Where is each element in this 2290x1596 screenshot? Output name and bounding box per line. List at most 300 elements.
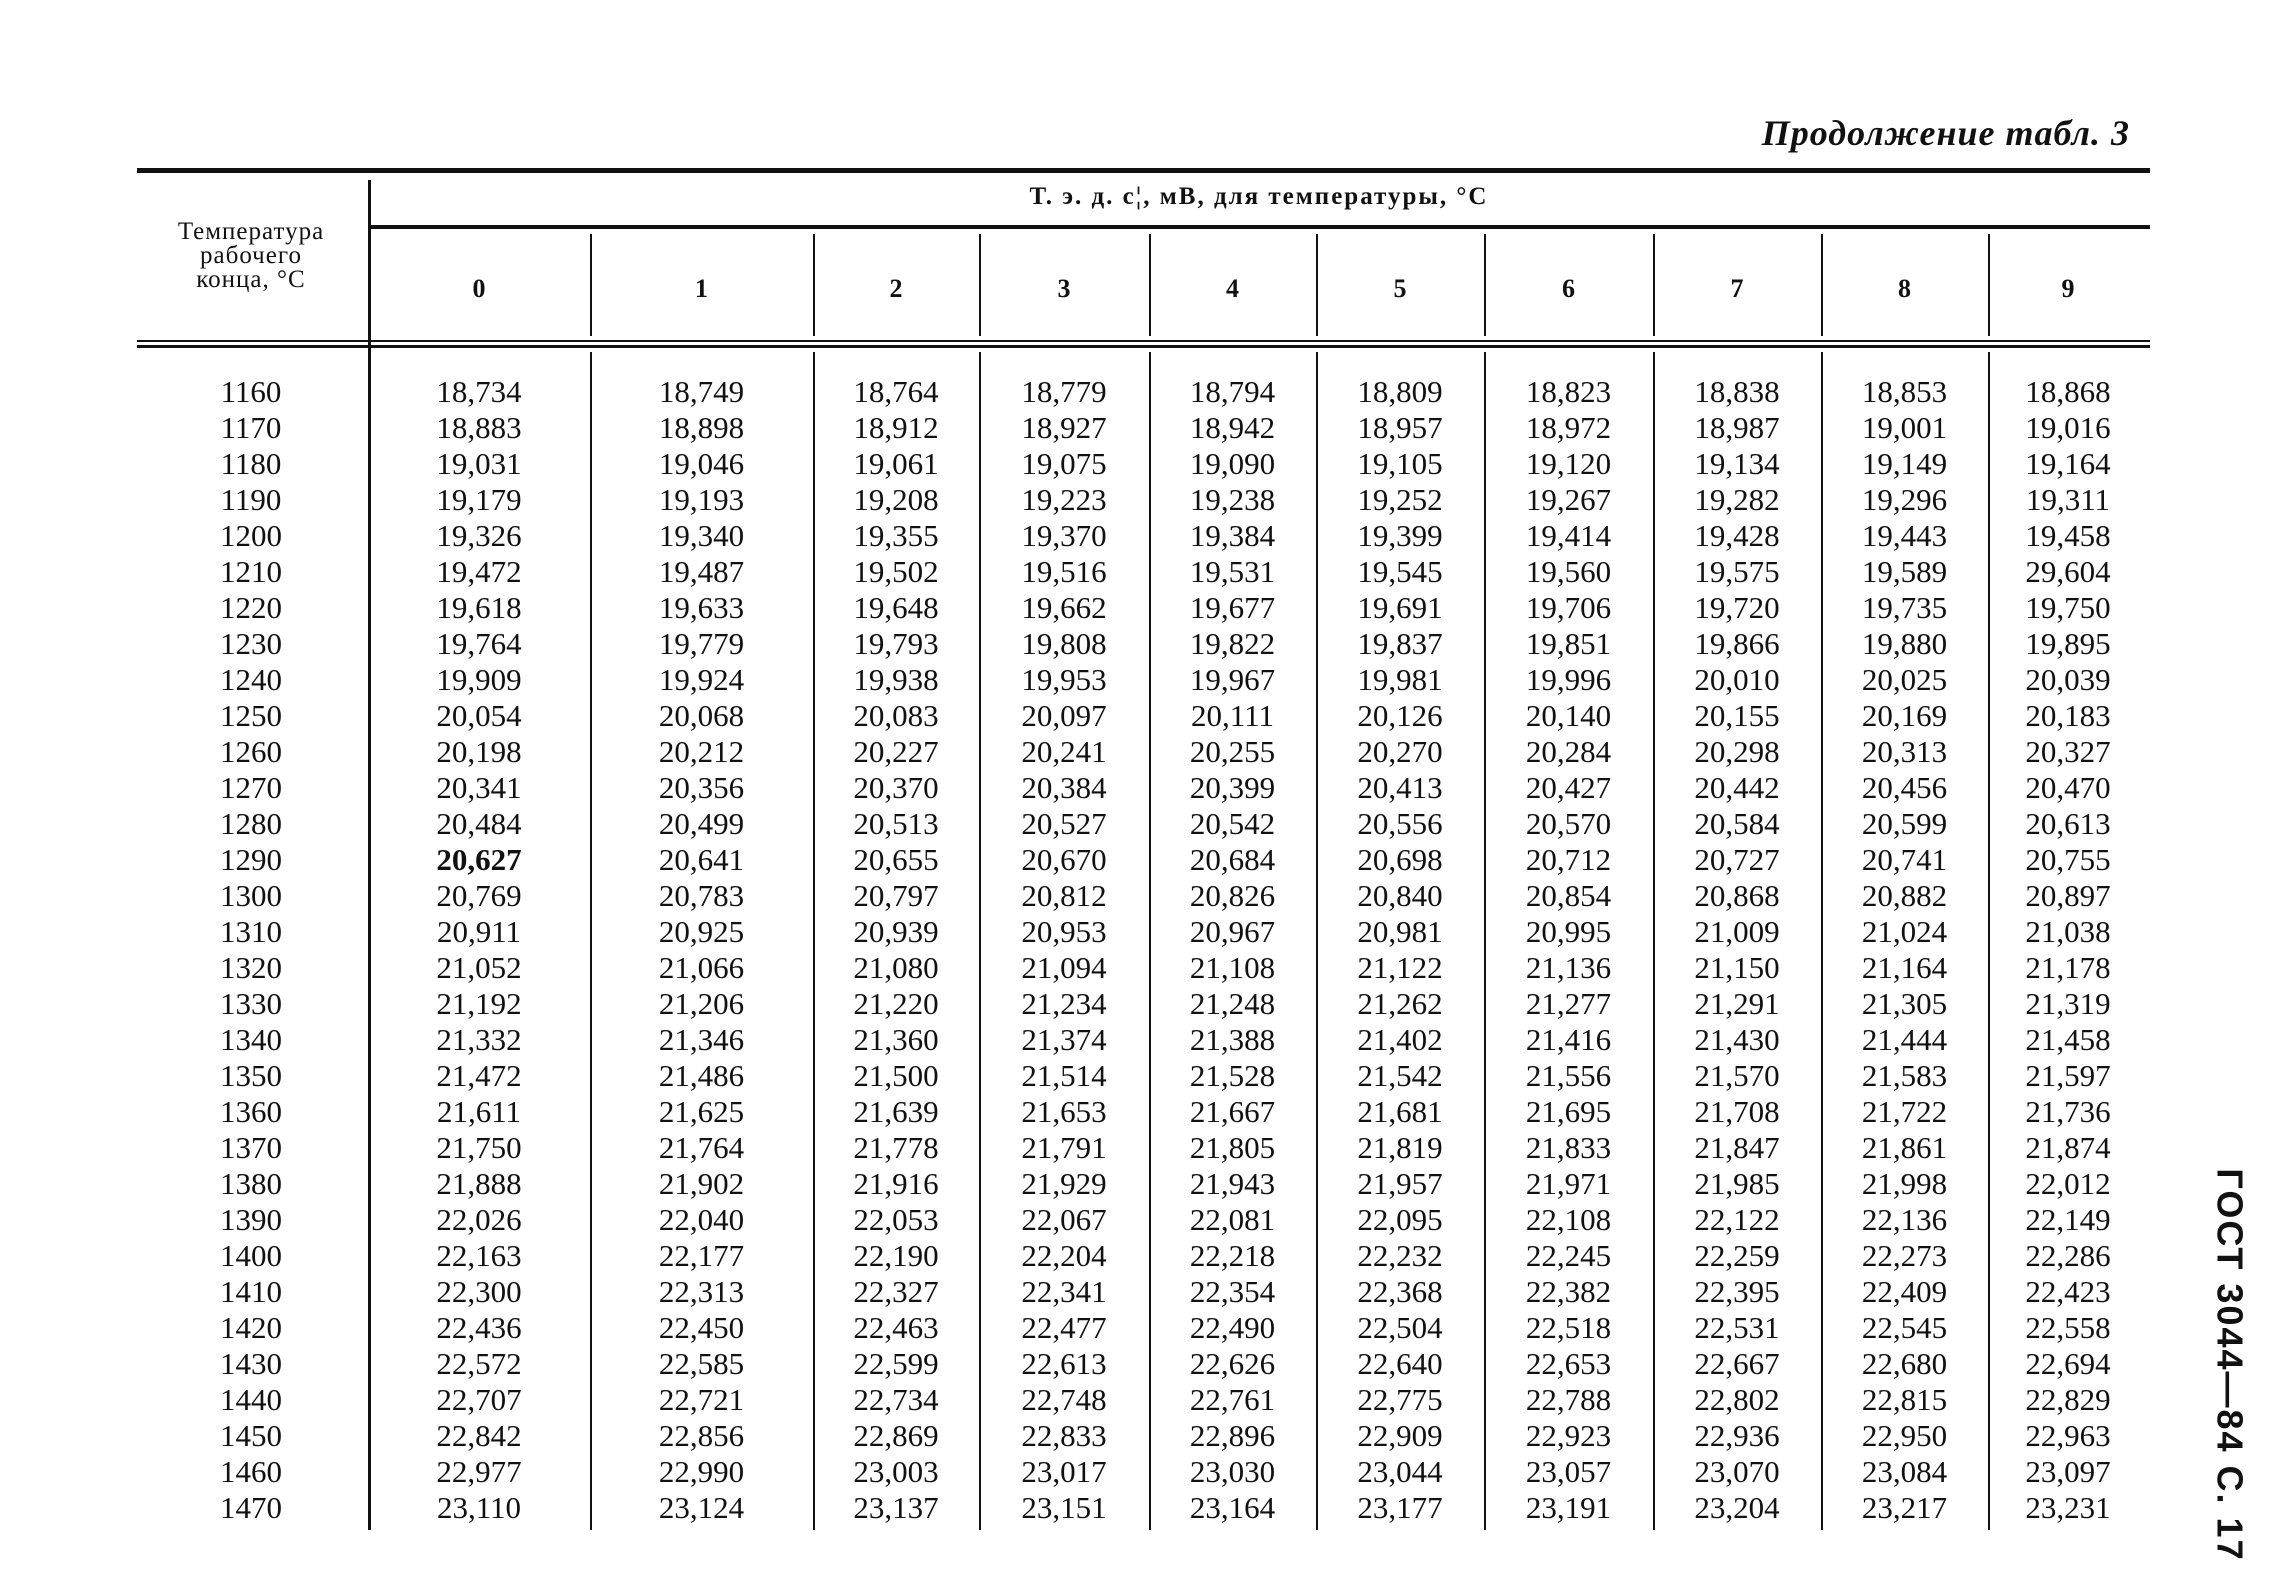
span-header: Т. э. д. с¦, мВ, для температуры, °C [1029, 183, 1489, 210]
table-cell: 19,134 [1694, 446, 1780, 481]
table-cell: 22,990 [658, 1454, 745, 1489]
table-cell: 18,838 [1694, 374, 1780, 409]
row-temperature: 1320 [220, 950, 282, 985]
table-cell: 21,667 [1189, 1094, 1276, 1129]
table-cell: 23,177 [1357, 1490, 1443, 1525]
table-cell: 19,001 [1861, 410, 1948, 445]
row-temperature: 1230 [220, 626, 282, 661]
table-cell: 18,764 [853, 374, 939, 409]
table-cell: 21,150 [1694, 950, 1780, 985]
table-cell: 21,444 [1861, 1022, 1948, 1057]
table-cell: 21,819 [1357, 1130, 1443, 1165]
table-cell: 20,484 [436, 806, 522, 841]
table-cell: 22,012 [2025, 1166, 2111, 1201]
table-cell: 22,136 [1861, 1202, 1948, 1237]
table-cell: 19,531 [1189, 554, 1276, 589]
row-temperature: 1410 [220, 1274, 282, 1309]
table-cell: 20,384 [1021, 770, 1107, 805]
table-cell: 21,332 [436, 1022, 522, 1057]
table-cell: 21,957 [1357, 1166, 1443, 1201]
table-cell: 21,319 [2025, 986, 2111, 1021]
table-cell: 29,604 [2025, 554, 2111, 589]
table-cell: 19,924 [658, 662, 745, 697]
table-cell: 21,874 [2025, 1130, 2111, 1165]
table-cell: 20,298 [1694, 734, 1780, 769]
table-cell: 21,009 [1694, 914, 1780, 949]
row-temperature: 1180 [220, 446, 282, 481]
table-cell: 22,040 [658, 1202, 745, 1237]
row-temperature: 1210 [220, 554, 282, 589]
table-cell: 22,450 [658, 1310, 745, 1345]
row-temperature: 1310 [220, 914, 282, 949]
table-cell: 22,368 [1357, 1274, 1443, 1309]
row-header-line-1: Температура [177, 218, 325, 245]
table-cell: 23,003 [853, 1454, 939, 1489]
table-cell: 19,223 [1021, 482, 1107, 517]
row-header-line-3: конца, °C [196, 266, 306, 293]
table-cell: 21,943 [1189, 1166, 1276, 1201]
column-header-9: 9 [2061, 274, 2075, 303]
table-cell: 20,356 [658, 770, 745, 805]
table-cell: 19,370 [1021, 518, 1107, 553]
table-cell: 19,938 [853, 662, 939, 697]
table-cell: 19,384 [1189, 518, 1276, 553]
table-cell: 22,558 [2025, 1310, 2111, 1345]
table-cell: 19,545 [1357, 554, 1443, 589]
table-cell: 19,677 [1189, 590, 1276, 625]
header-bottom-rule-1 [137, 340, 2150, 342]
table-cell: 22,531 [1694, 1310, 1780, 1345]
table-cell: 22,802 [1694, 1382, 1780, 1417]
table-cell: 22,436 [436, 1310, 522, 1345]
table-cell: 19,340 [658, 518, 745, 553]
table-cell: 21,038 [2025, 914, 2111, 949]
table-cell: 20,054 [436, 698, 522, 733]
row-temperature: 1470 [220, 1490, 282, 1525]
table-cell: 20,925 [658, 914, 745, 949]
table-cell: 23,070 [1694, 1454, 1780, 1489]
table-cell: 23,164 [1189, 1490, 1276, 1525]
table-cell: 20,456 [1861, 770, 1948, 805]
column-header-4: 4 [1226, 274, 1239, 303]
row-temperature: 1220 [220, 590, 282, 625]
table-cell: 19,238 [1189, 482, 1276, 517]
table-cell: 19,046 [658, 446, 745, 481]
table-cell: 21,402 [1357, 1022, 1443, 1057]
row-temperature: 1360 [220, 1094, 282, 1129]
table-cell: 22,409 [1861, 1274, 1948, 1309]
table-cell: 22,518 [1525, 1310, 1612, 1345]
table-cell: 22,923 [1525, 1418, 1612, 1453]
table-cell: 21,971 [1525, 1166, 1612, 1201]
table-cell: 19,311 [2025, 482, 2111, 517]
table-cell: 19,075 [1021, 446, 1107, 481]
table-cell: 21,695 [1525, 1094, 1612, 1129]
table-cell: 22,053 [853, 1202, 939, 1237]
table-cell: 21,778 [853, 1130, 939, 1165]
row-temperature: 1430 [220, 1346, 282, 1381]
table-cell: 20,542 [1189, 806, 1276, 841]
column-header-8: 8 [1898, 274, 1911, 303]
table-cell: 22,067 [1021, 1202, 1107, 1237]
table-cell: 22,490 [1189, 1310, 1276, 1345]
table-cell: 20,068 [658, 698, 745, 733]
table-cell: 19,895 [2025, 626, 2111, 661]
table-cell: 19,837 [1357, 626, 1443, 661]
table-cell: 21,374 [1021, 1022, 1107, 1057]
table-cell: 21,262 [1357, 986, 1443, 1021]
table-cell: 20,025 [1861, 662, 1948, 697]
table-cell: 20,755 [2025, 842, 2111, 877]
table-cell: 21,916 [853, 1166, 939, 1201]
table-cell: 19,149 [1861, 446, 1948, 481]
table-cell: 19,502 [853, 554, 939, 589]
column-header-7: 7 [1730, 274, 1744, 303]
table-cell: 21,708 [1694, 1094, 1780, 1129]
table-cell: 22,761 [1189, 1382, 1276, 1417]
table-cell: 23,231 [2025, 1490, 2111, 1525]
table-cell: 20,911 [436, 914, 522, 949]
table-cell: 23,124 [658, 1490, 745, 1525]
table-cell: 21,597 [2025, 1058, 2111, 1093]
table-cell: 18,868 [2025, 374, 2111, 409]
table-cell: 19,105 [1357, 446, 1443, 481]
table-cell: 19,326 [436, 518, 522, 553]
row-temperature: 1340 [220, 1022, 282, 1057]
table-cell: 21,277 [1525, 986, 1612, 1021]
table-cell: 19,193 [658, 482, 745, 517]
table-cell: 22,585 [658, 1346, 745, 1381]
table-cell: 21,136 [1525, 950, 1612, 985]
table-cell: 21,024 [1861, 914, 1948, 949]
row-temperature: 1460 [220, 1454, 282, 1489]
table-cell: 18,912 [853, 410, 939, 445]
table-cell: 22,640 [1357, 1346, 1443, 1381]
table-cell: 22,599 [853, 1346, 939, 1381]
table-cell: 21,653 [1021, 1094, 1107, 1129]
table-cell: 21,528 [1189, 1058, 1276, 1093]
table-cell: 18,972 [1525, 410, 1612, 445]
gost-page-label [2200, 1168, 2260, 1562]
table-cell: 20,995 [1525, 914, 1612, 949]
table-cell: 22,382 [1525, 1274, 1612, 1309]
table-cell: 22,286 [2025, 1238, 2111, 1273]
table-cell: 23,137 [853, 1490, 939, 1525]
table-cell: 22,707 [436, 1382, 522, 1417]
table-cell: 19,808 [1021, 626, 1107, 661]
table-cell: 19,779 [658, 626, 745, 661]
table-cell: 18,883 [436, 410, 522, 445]
table-cell: 19,750 [2025, 590, 2111, 625]
table-cell: 22,122 [1694, 1202, 1780, 1237]
table-cell: 20,499 [658, 806, 745, 841]
table-cell: 20,698 [1357, 842, 1443, 877]
table-cell: 19,443 [1861, 518, 1948, 553]
table-cell: 22,259 [1694, 1238, 1780, 1273]
table-cell: 19,953 [1021, 662, 1107, 697]
table-cell: 20,684 [1189, 842, 1276, 877]
table-cell: 23,030 [1189, 1454, 1276, 1489]
table-cell: 21,416 [1525, 1022, 1612, 1057]
table-cell: 20,712 [1525, 842, 1612, 877]
table-cell: 19,179 [436, 482, 522, 517]
table-cell: 21,542 [1357, 1058, 1443, 1093]
table-cell: 20,010 [1694, 662, 1780, 697]
table-cell: 20,783 [658, 878, 745, 913]
table-cell: 22,081 [1189, 1202, 1276, 1237]
table-cell: 19,016 [2025, 410, 2111, 445]
table-cell: 18,898 [658, 410, 745, 445]
table-cell: 18,809 [1357, 374, 1443, 409]
column-header-6: 6 [1562, 274, 1575, 303]
table-cell: 20,212 [658, 734, 745, 769]
table-cell: 23,017 [1021, 1454, 1107, 1489]
table-cell: 20,370 [853, 770, 939, 805]
column-header-3: 3 [1057, 274, 1071, 303]
table-cell: 19,061 [853, 446, 939, 481]
table-cell: 19,662 [1021, 590, 1107, 625]
row-temperature: 1350 [220, 1058, 282, 1093]
table-cell: 21,052 [436, 950, 522, 985]
table-cell: 18,853 [1861, 374, 1948, 409]
table-cell: 20,270 [1357, 734, 1443, 769]
table-cell: 22,313 [658, 1274, 745, 1309]
table-cell: 20,227 [853, 734, 939, 769]
table-cell: 19,120 [1525, 446, 1612, 481]
row-temperature: 1270 [220, 770, 282, 805]
table-cell: 19,031 [436, 446, 522, 481]
table-cell: 22,245 [1525, 1238, 1612, 1273]
row-temperature: 1290 [220, 842, 282, 877]
table-cell: 20,897 [2025, 878, 2111, 913]
row-temperature: 1420 [220, 1310, 282, 1345]
table-cell: 23,044 [1357, 1454, 1443, 1489]
table-cell: 22,694 [2025, 1346, 2111, 1381]
table-cell: 22,653 [1525, 1346, 1612, 1381]
table-cell: 21,998 [1861, 1166, 1948, 1201]
table-cell: 22,273 [1861, 1238, 1948, 1273]
table-cell: 20,953 [1021, 914, 1107, 949]
table-cell: 21,220 [853, 986, 939, 1021]
table-cell: 20,627 [436, 842, 522, 877]
table-cell: 19,296 [1861, 482, 1948, 517]
table-cell: 22,177 [658, 1238, 745, 1273]
row-temperature: 1380 [220, 1166, 282, 1201]
table-cell: 20,313 [1861, 734, 1948, 769]
table-cell: 19,633 [658, 590, 745, 625]
table-cell: 22,026 [436, 1202, 522, 1237]
table-cell: 21,764 [658, 1130, 745, 1165]
table-cell: 21,248 [1189, 986, 1276, 1021]
table-cell: 23,110 [436, 1490, 522, 1525]
table-cell: 19,691 [1357, 590, 1443, 625]
table-cell: 23,191 [1525, 1490, 1612, 1525]
table-cell: 19,909 [436, 662, 522, 697]
column-header-5: 5 [1393, 274, 1407, 303]
table-cell: 22,896 [1189, 1418, 1276, 1453]
table-cell: 20,527 [1021, 806, 1107, 841]
row-temperature: 1190 [220, 482, 282, 517]
table-cell: 22,613 [1021, 1346, 1107, 1381]
table-cell: 22,354 [1189, 1274, 1276, 1309]
table-cell: 21,108 [1189, 950, 1276, 985]
table-cell: 21,888 [436, 1166, 522, 1201]
table-cell: 23,151 [1021, 1490, 1107, 1525]
table-cell: 23,204 [1694, 1490, 1780, 1525]
table-cell: 20,641 [658, 842, 745, 877]
table-cell: 22,504 [1357, 1310, 1443, 1345]
table-cell: 20,939 [853, 914, 939, 949]
table-cell: 21,583 [1861, 1058, 1948, 1093]
row-temperature: 1240 [220, 662, 282, 697]
table-cell: 22,300 [436, 1274, 522, 1309]
table-cell: 19,967 [1189, 662, 1276, 697]
table-cell: 20,556 [1357, 806, 1443, 841]
table-cell: 20,341 [436, 770, 522, 805]
table-cell: 20,442 [1694, 770, 1780, 805]
table-cell: 22,950 [1861, 1418, 1948, 1453]
row-temperature: 1300 [220, 878, 282, 913]
table-cell: 21,722 [1861, 1094, 1948, 1129]
table-cell: 22,775 [1357, 1382, 1443, 1417]
table-cell: 20,183 [2025, 698, 2111, 733]
table-top-rule [137, 168, 2150, 173]
table-cell: 21,291 [1694, 986, 1780, 1021]
table-cell: 20,241 [1021, 734, 1107, 769]
table-cell: 22,788 [1525, 1382, 1612, 1417]
table-cell: 20,513 [853, 806, 939, 841]
gost-page-label-text: ГОСТ 3044—84 С. 17 [2210, 1168, 2251, 1562]
row-temperature: 1170 [220, 410, 282, 445]
row-temperature: 1370 [220, 1130, 282, 1165]
table-cell: 18,779 [1021, 374, 1107, 409]
table-cell: 21,847 [1694, 1130, 1780, 1165]
table-cell: 21,833 [1525, 1130, 1612, 1165]
table-cell: 21,750 [436, 1130, 522, 1165]
span-header-rule [370, 225, 2150, 229]
table-cell: 20,882 [1861, 878, 1948, 913]
table-cell: 20,670 [1021, 842, 1107, 877]
row-temperature: 1160 [220, 374, 282, 409]
row-temperature: 1390 [220, 1202, 282, 1237]
table-cell: 21,929 [1021, 1166, 1107, 1201]
table-cell: 22,869 [853, 1418, 939, 1453]
column-header-0: 0 [472, 274, 486, 303]
table-cell: 21,985 [1694, 1166, 1780, 1201]
table-cell: 20,570 [1525, 806, 1612, 841]
table-cell: 22,327 [853, 1274, 939, 1309]
table-cell: 22,963 [2025, 1418, 2111, 1453]
row-temperature: 1260 [220, 734, 282, 769]
table-cell: 21,570 [1694, 1058, 1780, 1093]
table-cell: 20,741 [1861, 842, 1948, 877]
table-cell: 20,255 [1189, 734, 1276, 769]
table-cell: 22,815 [1861, 1382, 1948, 1417]
table-cell: 21,500 [853, 1058, 939, 1093]
table-cell: 19,648 [853, 590, 939, 625]
table-cell: 21,472 [436, 1058, 522, 1093]
table-cell: 21,234 [1021, 986, 1107, 1021]
table-cell: 20,155 [1694, 698, 1780, 733]
table-cell: 19,355 [853, 518, 939, 553]
table-cell: 18,942 [1189, 410, 1276, 445]
table-cell: 19,822 [1189, 626, 1276, 661]
table-cell: 20,126 [1357, 698, 1443, 733]
table-cell: 22,936 [1694, 1418, 1780, 1453]
table-cell: 22,463 [853, 1310, 939, 1345]
table-cell: 21,611 [436, 1094, 522, 1129]
table-cell: 22,423 [2025, 1274, 2111, 1309]
table-cell: 20,727 [1694, 842, 1780, 877]
table-cell: 19,575 [1694, 554, 1780, 589]
table-cell: 19,252 [1357, 482, 1443, 517]
table-cell: 19,267 [1525, 482, 1612, 517]
table-cell: 20,327 [2025, 734, 2111, 769]
table-cell: 20,868 [1694, 878, 1780, 913]
table-cell: 18,749 [658, 374, 745, 409]
table-cell: 21,164 [1861, 950, 1948, 985]
table-cell: 21,178 [2025, 950, 2111, 985]
table-cell: 19,458 [2025, 518, 2111, 553]
table-cell: 19,851 [1525, 626, 1612, 661]
table-cell: 19,618 [436, 590, 522, 625]
table-cell: 22,218 [1189, 1238, 1276, 1273]
table-cell: 21,360 [853, 1022, 939, 1057]
table-cell: 22,748 [1021, 1382, 1107, 1417]
table-cell: 22,232 [1357, 1238, 1443, 1273]
table-cell: 22,977 [436, 1454, 522, 1489]
table-cell: 22,477 [1021, 1310, 1107, 1345]
row-temperature: 1330 [220, 986, 282, 1021]
table-cell: 19,428 [1694, 518, 1780, 553]
table-cell: 21,556 [1525, 1058, 1612, 1093]
table-cell: 22,667 [1694, 1346, 1780, 1381]
row-temperature: 1440 [220, 1382, 282, 1417]
table-cell: 22,149 [2025, 1202, 2111, 1237]
table-cell: 22,833 [1021, 1418, 1107, 1453]
row-temperature: 1280 [220, 806, 282, 841]
table-cell: 22,829 [2025, 1382, 2111, 1417]
table-cell: 21,066 [658, 950, 745, 985]
table-cell: 19,472 [436, 554, 522, 589]
table-cell: 22,204 [1021, 1238, 1107, 1273]
table-cell: 23,097 [2025, 1454, 2111, 1489]
table-cell: 22,856 [658, 1418, 745, 1453]
table-cell: 23,217 [1861, 1490, 1948, 1525]
table-cell: 20,584 [1694, 806, 1780, 841]
table-cell: 20,039 [2025, 662, 2111, 697]
table-cell: 21,681 [1357, 1094, 1443, 1129]
table-cell: 18,987 [1694, 410, 1780, 445]
table-cell: 22,909 [1357, 1418, 1443, 1453]
table-cell: 20,399 [1189, 770, 1276, 805]
table-cell: 21,305 [1861, 986, 1948, 1021]
table-cell: 19,399 [1357, 518, 1443, 553]
table-cell: 21,486 [658, 1058, 745, 1093]
table-cell: 18,927 [1021, 410, 1107, 445]
table-cell: 20,169 [1861, 698, 1948, 733]
table-cell: 20,427 [1525, 770, 1612, 805]
table-cell: 22,108 [1525, 1202, 1612, 1237]
table-cell: 20,840 [1357, 878, 1443, 913]
table-cell: 21,122 [1357, 950, 1443, 985]
table-cell: 19,880 [1861, 626, 1948, 661]
row-temperature: 1250 [220, 698, 282, 733]
table-cell: 21,192 [436, 986, 522, 1021]
table-cell: 19,866 [1694, 626, 1780, 661]
table-cell: 21,861 [1861, 1130, 1948, 1165]
table-cell: 20,083 [853, 698, 939, 733]
